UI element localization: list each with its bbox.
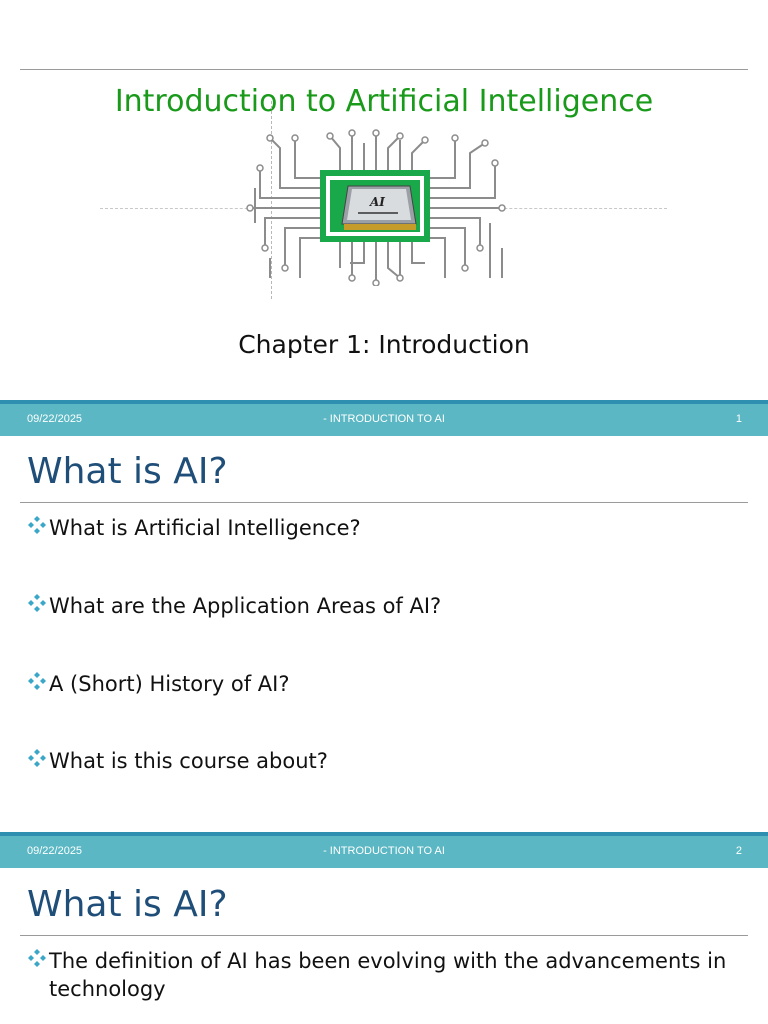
slide2-title: What is AI?	[27, 451, 228, 492]
bullet-text: What is this course about?	[49, 749, 328, 773]
diamond-bullet-icon	[27, 514, 49, 542]
list-item	[27, 514, 727, 542]
slide3-title: What is AI?	[27, 884, 228, 925]
list-item	[27, 670, 727, 698]
diamond-bullet-icon	[27, 592, 49, 620]
bullet-text: What are the Application Areas of AI?	[49, 594, 442, 618]
footer-page-number: 2	[735, 845, 742, 857]
ai-chip-icon	[240, 128, 510, 286]
slide-footer	[0, 400, 768, 436]
footer-date: 09/22/2025	[27, 413, 83, 425]
footer-date: 09/22/2025	[27, 845, 83, 857]
slide2-title-rule	[20, 502, 748, 503]
footer-title: - INTRODUCTION TO AI	[323, 845, 445, 857]
list-item	[27, 592, 727, 620]
footer-page-number: 1	[735, 413, 742, 425]
list-item	[27, 947, 727, 1003]
slide3-title-rule	[20, 935, 748, 936]
slide1-subtitle: Chapter 1: Introduction	[238, 330, 530, 359]
list-item	[27, 747, 727, 775]
slide-footer	[0, 832, 768, 868]
slide1-top-rule	[20, 69, 748, 70]
footer-title: - INTRODUCTION TO AI	[323, 413, 445, 425]
bullet-text: The definition of AI has been evolving with the advancements in technology	[49, 949, 727, 1001]
diamond-bullet-icon	[27, 747, 49, 775]
diamond-bullet-icon	[27, 670, 49, 698]
svg-text:AI: AI	[370, 195, 385, 209]
bullet-text: What is Artificial Intelligence?	[49, 516, 361, 540]
bullet-text: A (Short) History of AI?	[49, 672, 290, 696]
diamond-bullet-icon	[27, 947, 49, 1003]
slide1-title: Introduction to Artificial Intelligence	[114, 84, 654, 119]
